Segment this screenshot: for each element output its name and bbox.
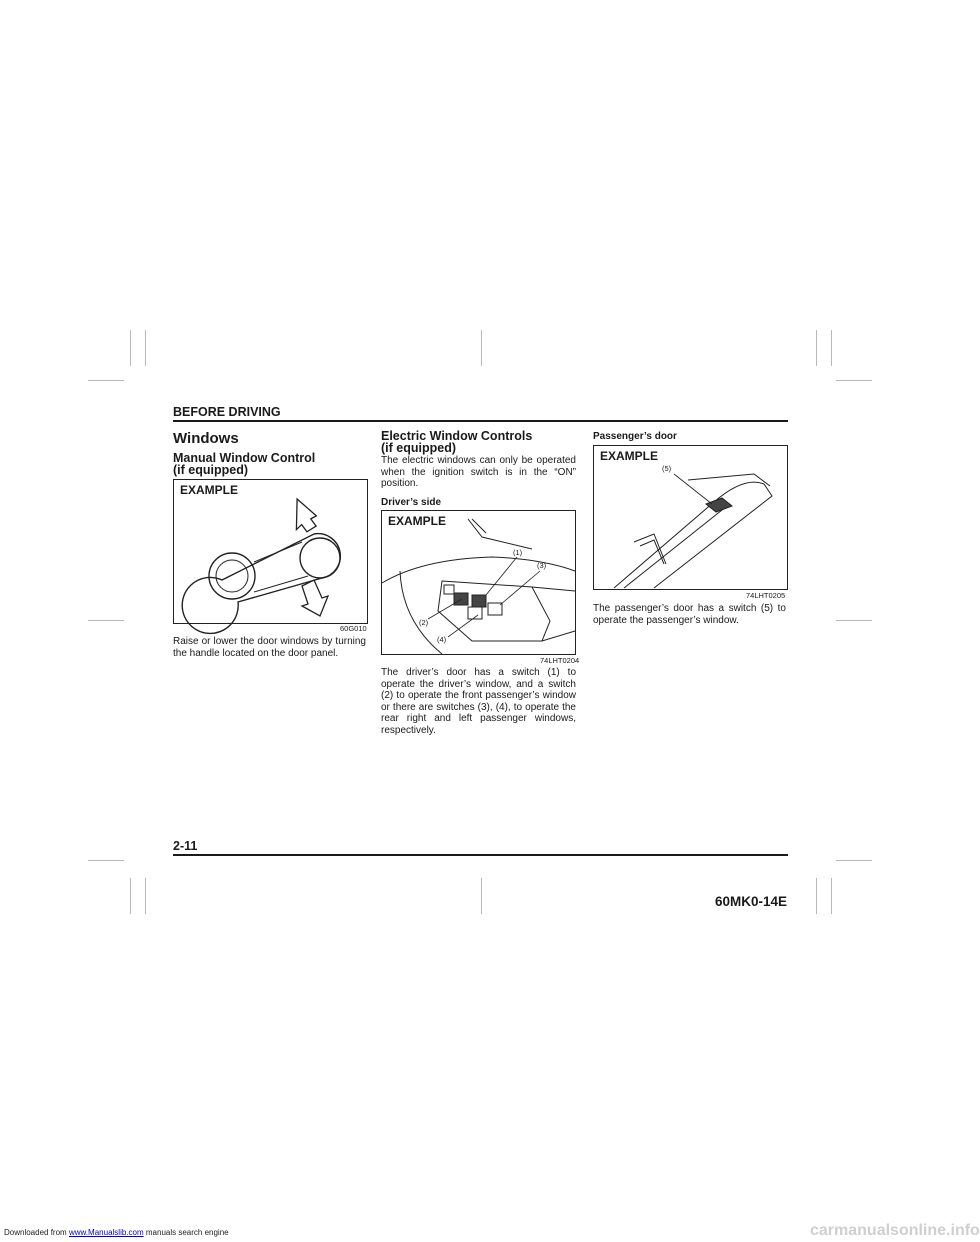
download-footer (4, 1228, 229, 1237)
callout-1: (1) (513, 548, 523, 557)
crop-mark (481, 330, 482, 366)
crop-mark (836, 380, 872, 381)
crop-mark (831, 878, 832, 914)
footer-prefix: Downloaded from (4, 1228, 67, 1237)
manual-window-text: Raise or lower the door windows by turning the handle located on the door panel. (173, 636, 366, 659)
crop-mark (88, 380, 124, 381)
manual-window-heading-line1: Manual Window Control (173, 451, 316, 465)
crop-mark (130, 878, 131, 914)
callout-2: (2) (419, 618, 429, 627)
drivers-side-text: The driver’s door has a switch (1) to operate the driver’s window, and a switch (2) to operate the front passenger’s window or there are switches (3), (4), to operate the rear right and left passenger windows, respectively. (381, 667, 576, 736)
crop-mark (481, 878, 482, 914)
crop-mark (88, 620, 124, 621)
figure-label: EXAMPLE (388, 514, 447, 528)
figure-label: EXAMPLE (600, 449, 659, 463)
crop-mark (831, 330, 832, 366)
manual-window-heading-line2: (if equipped) (173, 463, 248, 477)
crop-mark (836, 860, 872, 861)
passenger-door-switch-illustration (594, 446, 787, 589)
crop-mark (145, 330, 146, 366)
callout-4: (4) (437, 635, 447, 644)
manual-window-heading (173, 452, 315, 476)
manual-window-figure (173, 479, 368, 624)
section-header: BEFORE DRIVING (173, 405, 281, 419)
callout-5: (5) (662, 464, 672, 473)
figure-label: EXAMPLE (180, 483, 239, 497)
crop-mark (816, 330, 817, 366)
figure-code: 74LHT0204 (540, 656, 580, 665)
document-code: 60MK0-14E (715, 894, 788, 909)
crop-mark (88, 860, 124, 861)
windows-title: Windows (173, 430, 239, 447)
driver-door-switch-illustration (382, 511, 575, 654)
page-number: 2-11 (173, 839, 198, 853)
footer-rule (173, 854, 788, 856)
figure-code: 60G010 (340, 624, 367, 633)
manualslib-link[interactable]: www.Manualslib.com (68, 1228, 144, 1237)
crop-mark (836, 620, 872, 621)
electric-window-heading-line2: (if equipped) (381, 441, 456, 455)
crop-mark (816, 878, 817, 914)
watermark: carmanualsonline.info (810, 1222, 980, 1239)
passengers-door-heading: Passenger’s door (593, 431, 677, 442)
electric-window-intro: The electric windows can only be operated when the ignition switch is in the “ON” position. (381, 455, 576, 489)
figure-code: 74LHT0205 (746, 591, 786, 600)
drivers-side-heading: Driver’s side (381, 497, 442, 508)
electric-window-heading-line1: Electric Window Controls (381, 429, 533, 443)
header-rule (173, 420, 788, 422)
passengers-door-figure (593, 445, 788, 590)
passengers-door-text: The passenger’s door has a switch (5) to operate the passenger’s window. (593, 603, 786, 626)
crop-mark (130, 330, 131, 366)
footer-suffix: manuals search engine (145, 1228, 229, 1237)
callout-3: (3) (537, 561, 547, 570)
electric-window-heading (381, 430, 532, 454)
window-crank-illustration (174, 480, 367, 623)
crop-mark (145, 878, 146, 914)
drivers-side-figure (381, 510, 576, 655)
